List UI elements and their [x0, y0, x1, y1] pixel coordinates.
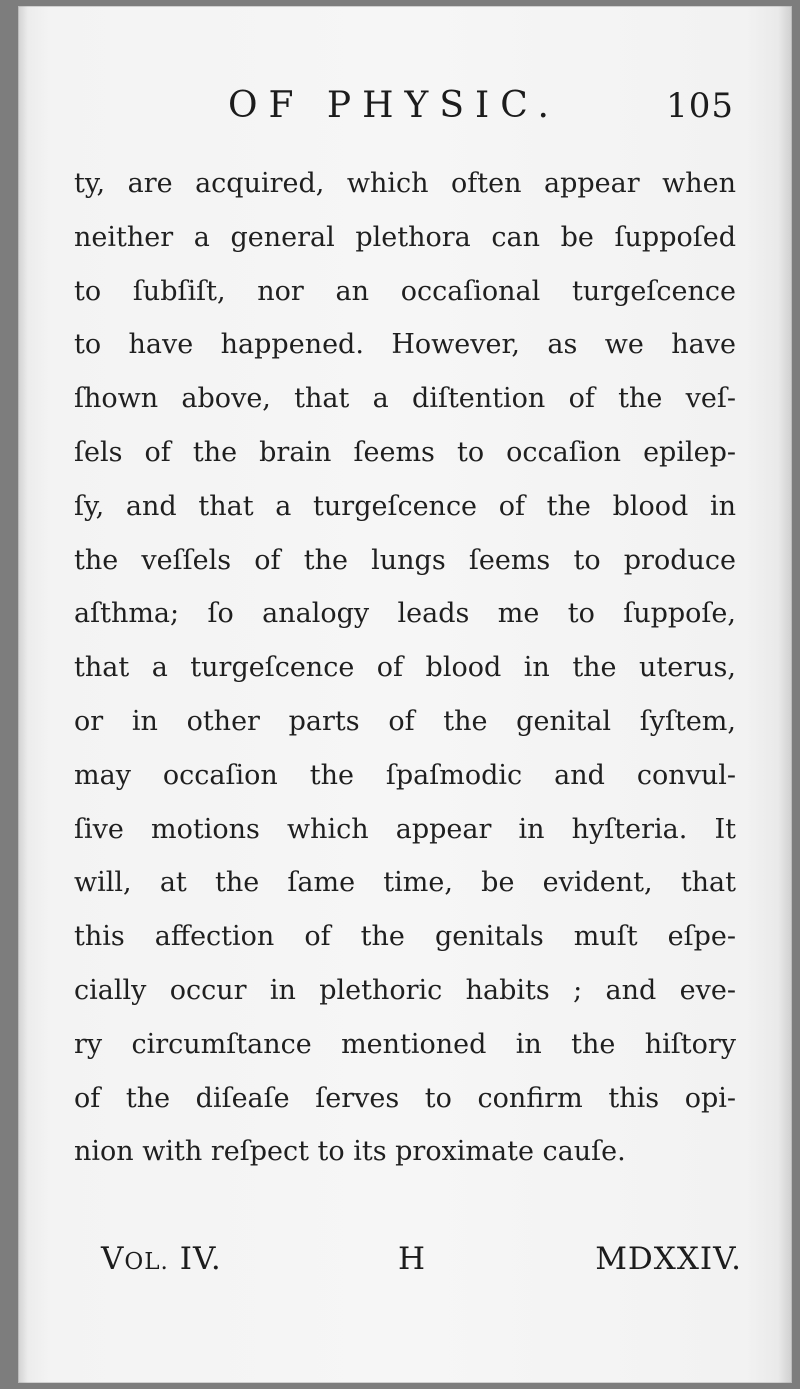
- running-head: [18, 80, 792, 140]
- text-line: cially occur in plethoric habits ; and eve-: [74, 974, 736, 1006]
- text-line: ſy, and that a turgeſcence of the blood in: [74, 490, 736, 522]
- volume-prefix: V: [101, 1241, 125, 1277]
- text-line: of the diſeaſe ſerves to confirm this opi-: [74, 1082, 736, 1114]
- text-line: or in other parts of the genital ſyſtem,: [74, 705, 736, 737]
- page-footer: [18, 1234, 792, 1284]
- running-head-title: OF PHYSIC.: [228, 85, 560, 126]
- text-line: ſels of the brain ſeems to occaſion epilep-: [74, 436, 736, 468]
- book-page: [18, 6, 792, 1383]
- text-line: will, at the ſame time, be evident, that: [74, 867, 736, 899]
- text-line: to ſubſiſt, nor an occaſional turgeſcence: [74, 275, 736, 307]
- body-text: [74, 157, 736, 1179]
- text-line: may occaſion the ſpaſmodic and convul-: [74, 759, 736, 791]
- text-line: to have happened. However, as we have: [74, 329, 736, 361]
- text-line: the veſſels of the lungs ſeems to produce: [74, 544, 736, 576]
- catchword: MDXXIV.: [595, 1241, 742, 1277]
- text-line: ſhown above, that a diſtention of the veſ-: [74, 383, 736, 415]
- volume-number: IV.: [179, 1241, 222, 1277]
- text-line: ty, are acquired, which often appear when: [74, 168, 736, 199]
- signature-mark: H: [398, 1241, 426, 1277]
- text-line: that a turgeſcence of blood in the uterus,: [74, 652, 736, 684]
- volume-smallcaps: OL.: [124, 1249, 169, 1275]
- text-line: ry circumſtance mentioned in the hiſtory: [74, 1028, 736, 1060]
- text-line: ſive motions which appear in hyſteria. It: [74, 813, 736, 845]
- text-line: this affection of the genitals muſt eſpe-: [74, 921, 736, 953]
- text-line: neither a general plethora can be ſuppoſed: [74, 221, 736, 253]
- volume-label: [101, 1234, 222, 1287]
- page-number: 105: [666, 86, 734, 126]
- text-line: nion with reſpect to its proximate cauſe.: [74, 1136, 626, 1168]
- text-line: aſthma; ſo analogy leads me to ſuppoſe,: [74, 598, 736, 630]
